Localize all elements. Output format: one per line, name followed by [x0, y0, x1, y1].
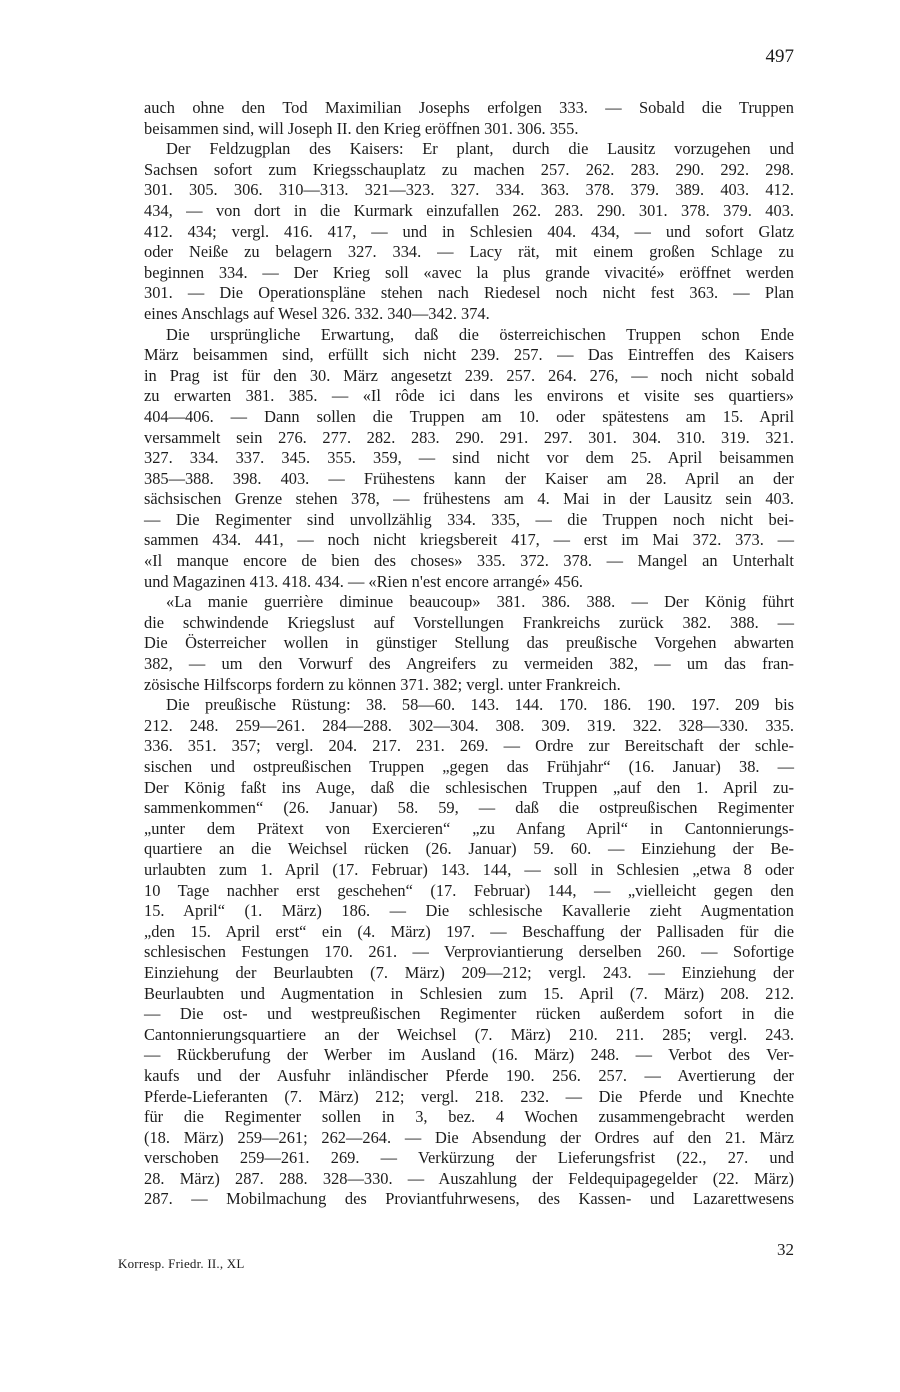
- text-line: Der König faßt ins Auge, daß die schlesischen Truppen „auf den 1. April zu-: [144, 777, 794, 797]
- text-line: — Rückberufung der Werber im Ausland (16. März) 248. — Verbot des Ver-: [144, 1045, 794, 1065]
- text-line: 385—388. 398. 403. — Frühestens kann der Kaiser am 28. April an der: [144, 468, 794, 488]
- text-line: Sachsen sofort zum Kriegsschauplatz zu machen 257. 262. 283. 290. 292. 298.: [144, 159, 794, 179]
- text-line: zösische Hilfscorps fordern zu können 371. 382; vergl. unter Frankreich.: [144, 674, 621, 694]
- text-line: Die Österreicher wollen in günstiger Stellung das preußische Vorgehen abwarten: [144, 633, 794, 653]
- text-line: die schwindende Kriegslust auf Vorstellungen Frankreichs zurück 382. 388. —: [144, 612, 794, 632]
- text-line: und Magazinen 413. 418. 434. — «Rien n'est encore arrangé» 456.: [144, 571, 584, 591]
- text-line: — Die ost- und westpreußischen Regimenter rücken außerdem sofort in die: [144, 1004, 794, 1024]
- text-line: für die Regimenter sollen in 3, bez. 4 Wochen zusammengebracht werden: [144, 1107, 794, 1127]
- text-line: sammenkommen“ (26. Januar) 58. 59, — daß die ostpreußischen Regimenter: [144, 798, 794, 818]
- signature-mark: 32: [777, 1240, 794, 1259]
- text-line: sischen und ostpreußischen Truppen „gegen das Frühjahr“ (16. Januar) 38. —: [144, 757, 794, 776]
- text-line: eines Anschlags auf Wesel 326. 332. 340—342. 374.: [144, 303, 490, 323]
- text-line: beisammen sind, will Joseph II. den Krieg eröffnen 301. 306. 355.: [144, 118, 579, 138]
- text-line: — Die Regimenter sind unvollzählig 334. 335, — die Truppen noch nicht bei-: [144, 509, 794, 529]
- text-line: schlesischen Festungen 170. 261. — Verproviantierung derselben 260. — Sofortige: [144, 942, 794, 962]
- text-line: 434, — von dort in die Kurmark einzufallen 262. 283. 290. 301. 378. 379. 403.: [144, 200, 794, 220]
- text-line: zu erwarten 381. 385. — «Il rôde ici dans les environs et visite ses quartiers»: [144, 386, 794, 406]
- text-line: in Prag ist für den 30. März angesetzt 239. 257. 264. 276, — noch nicht sobald: [144, 365, 794, 385]
- text-line: Cantonnierungsquartiere an der Weichsel (7. März) 210. 211. 285; vergl. 243.: [144, 1024, 794, 1044]
- text-line: 28. März) 287. 288. 328—330. — Auszahlung der Feldequipagegelder (22. März): [144, 1168, 794, 1188]
- text-line: oder Neiße zu belagern 327. 334. — Lacy rät, mit einem großen Schlage zu: [144, 242, 794, 262]
- text-line: sächsischen Grenze stehen 378, — frühestens am 4. Mai in der Lausitz sein 403.: [144, 489, 794, 509]
- text-line: kaufs und der Ausfuhr inländischer Pferde 190. 256. 257. — Avertierung der: [144, 1065, 794, 1085]
- text-line: 10 Tage nachher erst geschehen“ (17. Februar) 144, — „vielleicht gegen den: [144, 880, 794, 900]
- text-line: 404—406. — Dann sollen die Truppen am 10. oder spätestens am 15. April: [144, 406, 794, 426]
- text-line: 301. 305. 306. 310—313. 321—323. 327. 334. 363. 378. 379. 389. 403. 412.: [144, 180, 794, 200]
- text-line: (18. März) 259—261; 262—264. — Die Absendung der Ordres auf den 21. März: [144, 1127, 794, 1147]
- text-line: März beisammen sind, erfüllt sich nicht 239. 257. — Das Eintreffen des Kaisers: [144, 345, 794, 365]
- text-line: urlaubten zum 1. April (17. Februar) 143. 144, — soll in Schlesien „etwa 8 oder: [144, 859, 794, 879]
- text-line: «La manie guerrière diminue beaucoup» 381. 386. 388. — Der König führt: [166, 592, 794, 612]
- text-line: 287. — Mobilmachung des Proviantfuhrwesens, des Kassen- und Lazarettwesens: [144, 1189, 794, 1209]
- footer-source: Korresp. Friedr. II., XL: [118, 1256, 245, 1271]
- text-line: Beurlaubten und Augmentation in Schlesien zum 15. April (7. März) 208. 212.: [144, 983, 794, 1003]
- text-line: 327. 334. 337. 345. 355. 359, — sind nicht vor dem 25. April beisammen: [144, 448, 794, 468]
- text-line: „den 15. April erst“ ein (4. März) 197. — Beschaffung der Pallisaden für die: [144, 921, 794, 941]
- text-line: beginnen 334. — Der Krieg soll «avec la plus grande vivacité» eröffnet werden: [144, 262, 794, 282]
- text-line: versammelt sein 276. 277. 282. 283. 290. 291. 297. 301. 304. 310. 319. 321.: [144, 427, 794, 447]
- text-line: 382, — um den Vorwurf des Angreifers zu vermeiden 382, — um das fran-: [144, 654, 794, 674]
- text-line: 15. April“ (1. März) 186. — Die schlesische Kavallerie zieht Augmentation: [144, 901, 794, 921]
- text-line: «Il manque encore de bien des choses» 335. 372. 378. — Mangel an Unterhalt: [144, 551, 794, 571]
- text-line: Die preußische Rüstung: 38. 58—60. 143. 144. 170. 186. 190. 197. 209 bis: [166, 695, 794, 715]
- text-line: 412. 434; vergl. 416. 417, — und in Schlesien 404. 434, — und sofort Glatz: [144, 221, 794, 241]
- text-line: auch ohne den Tod Maximilian Josephs erfolgen 333. — Sobald die Truppen: [144, 98, 794, 117]
- text-line: „unter dem Prätext von Exercieren“ „zu Anfang April“ in Cantonnierungs-: [144, 818, 794, 838]
- index-text-block: [144, 98, 794, 1210]
- text-line: Der Feldzugplan des Kaisers: Er plant, durch die Lausitz vorzugehen und: [166, 139, 794, 159]
- page-number: 497: [765, 46, 794, 67]
- text-line: verschoben 259—261. 269. — Verkürzung der Lieferungsfrist (22., 27. und: [144, 1148, 794, 1168]
- text-line: Einziehung der Beurlaubten (7. März) 209—212; vergl. 243. — Einziehung der: [144, 962, 794, 982]
- text-line: sammen 434. 441, — noch nicht kriegsbereit 417, — erst im Mai 372. 373. —: [144, 530, 794, 550]
- text-line: 301. — Die Operationspläne stehen nach Riedesel noch nicht fest 363. — Plan: [144, 283, 794, 303]
- text-line: Pferde-Lieferanten (7. März) 212; vergl. 218. 232. — Die Pferde und Knechte: [144, 1086, 794, 1106]
- text-line: 336. 351. 357; vergl. 204. 217. 231. 269. — Ordre zur Bereitschaft der schle-: [144, 736, 794, 756]
- text-line: quartiere an die Weichsel rücken (26. Januar) 59. 60. — Einziehung der Be-: [144, 839, 794, 859]
- text-line: 212. 248. 259—261. 284—288. 302—304. 308. 309. 319. 322. 328—330. 335.: [144, 715, 794, 735]
- text-line: Die ursprüngliche Erwartung, daß die österreichischen Truppen schon Ende: [166, 324, 794, 344]
